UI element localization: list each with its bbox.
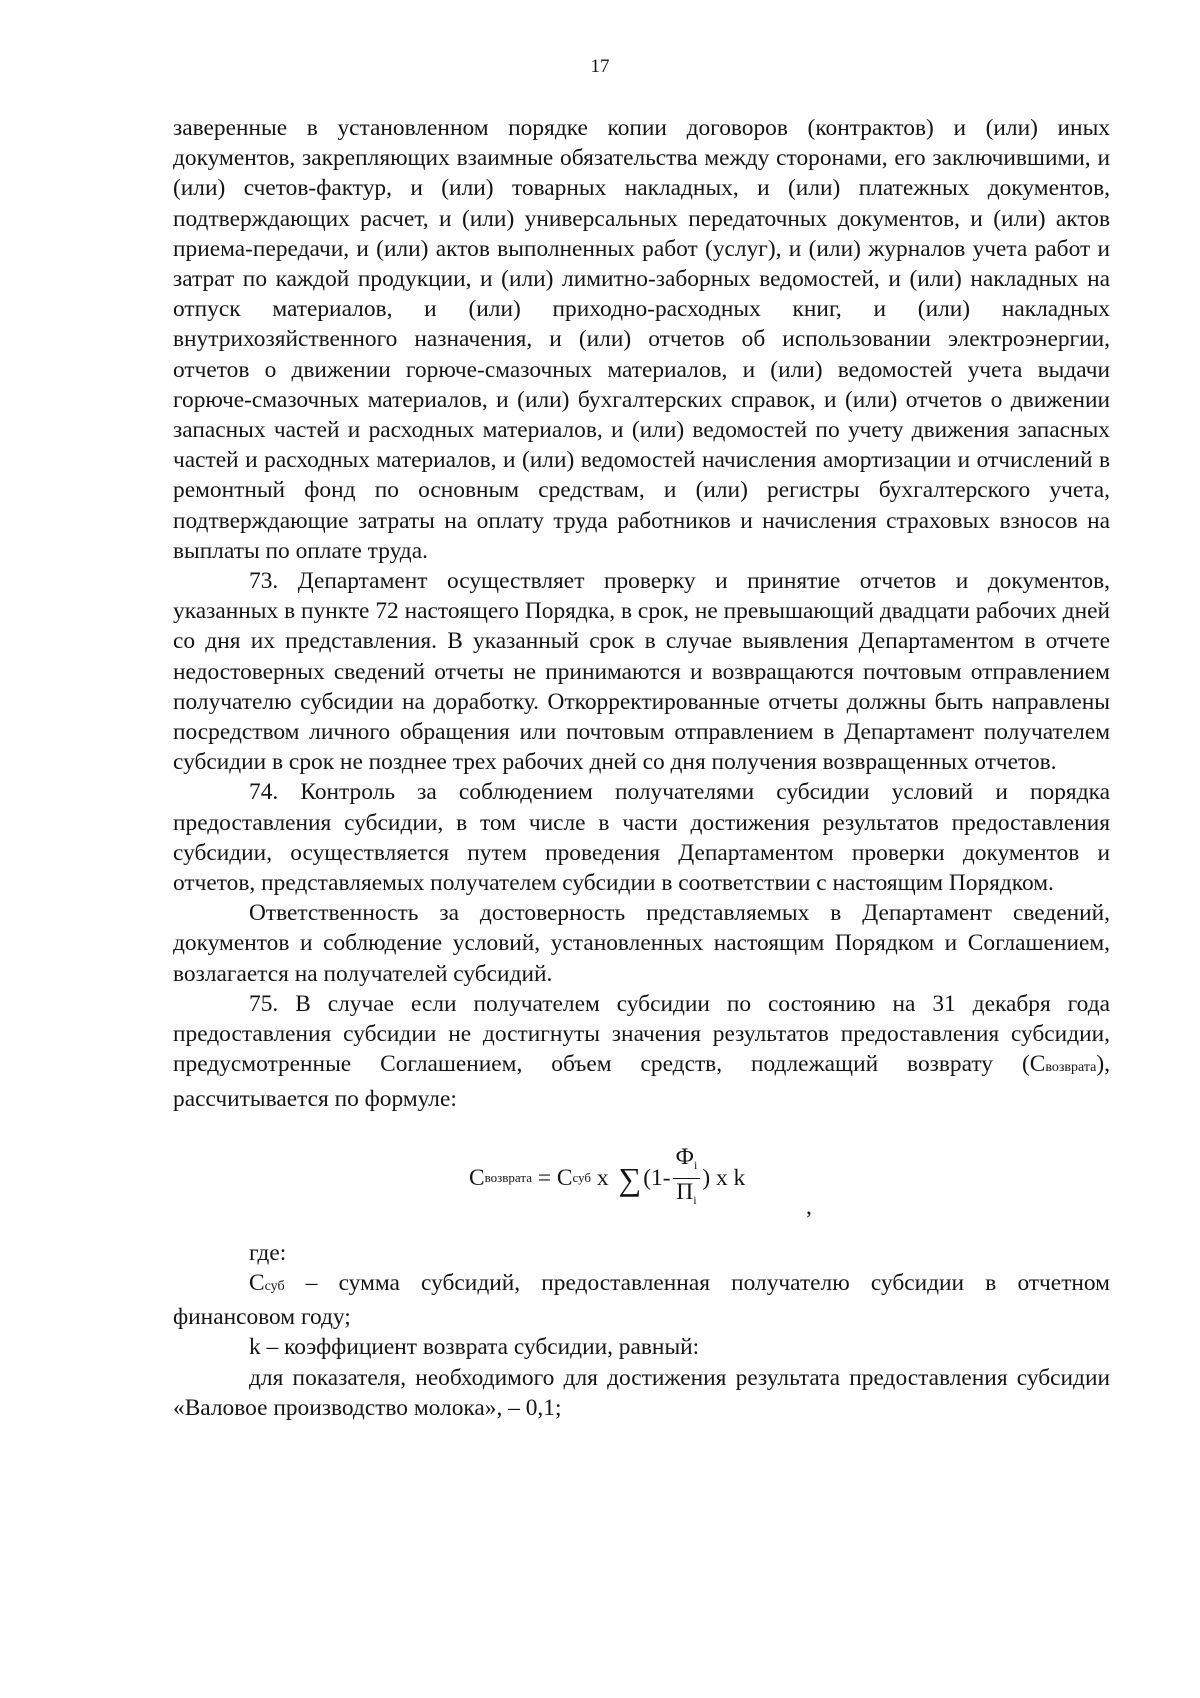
definition-c-sub	[173, 1268, 1110, 1332]
definition-k-milk: для показателя, необходимого для достижения результата предоставления субсидии «Валовое производство молока», – 0,1;	[173, 1364, 1110, 1421]
document-body	[173, 113, 1110, 1423]
formula-expression	[469, 1144, 745, 1213]
formula-rhs-subscript: суб	[572, 1170, 592, 1186]
formula-close: ) х k	[702, 1165, 746, 1192]
paragraph-75-subscript: возврата	[1045, 1060, 1097, 1076]
definition-c-sub-text: – сумма субсидий, предоставленная получателю субсидии в отчетном финансовом году;	[173, 1269, 1110, 1331]
formula-numerator-symbol: Ф	[675, 1143, 694, 1170]
formula-equals: = С	[531, 1165, 573, 1192]
paragraph-75-text: 75. В случае если получателем субсидии по состоянию на 31 декабря года предоставления субсидии не достигнуты значения результатов предоставления субсидии, предусмотренные Соглашением, объем средств, подлежащий возврату (С	[173, 990, 1110, 1078]
definition-k: k – коэффициент возврата субсидии, равный:	[249, 1334, 700, 1361]
paragraph-74: 74. Контроль за соблюдением получателями субсидии условий и порядка предоставления субсидии, в том числе в части достижения результатов предоставления субсидии, осуществляется путем проведения Департаментом проверки документов и отчетов, представляемых получателем субсидии в соответствии с настоящим Порядком.	[173, 779, 1110, 897]
paragraph-73: 73. Департамент осуществляет проверку и принятие отчетов и документов, указанных в пункте 72 настоящего Порядка, в срок, не превышающий двадцати рабочих дней со дня их представления. В указанный срок в случае выявления Департаментом в отчете недостоверных сведений отчеты не принимаются и возвращаются почтовым отправлением получателю субсидии на доработку. Откорректированные отчеты должны быть направлены посредством личного обращения или почтовым отправлением в Департамент получателем субсидии в срок не позднее трех рабочих дней со дня получения возвращенных отчетов.	[173, 568, 1110, 776]
definition-c-sub-symbol: С	[249, 1269, 265, 1296]
where-label: где:	[249, 1239, 287, 1266]
definition-c-sub-subscript: суб	[264, 1278, 285, 1294]
paragraph-responsibility: Ответственность за достоверность представляемых в Департамент сведений, документов и соблюдение условий, установленных настоящим Порядком и Соглашением, возлагается на получателей субсидий.	[173, 900, 1110, 987]
formula-numerator-index: i	[694, 1157, 698, 1172]
formula-denominator-index: i	[693, 1192, 697, 1207]
paragraph-documents-list: заверенные в установленном порядке копии договоров (контрактов) и (или) иных документов, закрепляющих взаимные обязательства между сторонами, его заключившими, и (или) счетов-фактур, и (или) товарных накладных, и (или) платежных документов, подтверждающих расчет, и (или) универсальных передаточных документов, и (или) актов приема-передачи, и (или) актов выполненных работ (услуг), и (или) журналов учета работ и затрат по каждой продукции, и (или) лимитно-заборных ведомостей, и (или) накладных на отпуск материалов, и (или) приходно-расходных книг, и (или) накладных внутрихозяйственного назначения, и (или) отчетов об использовании электроэнергии, отчетов о движении горюче-смазочных материалов, и (или) ведомостей учета выдачи горюче-смазочных материалов, и (или) бухгалтерских справок, и (или) отчетов о движении запасных частей и расходных материалов, и (или) ведомостей по учету движения запасных частей и расходных материалов, и (или) ведомостей начисления амортизации и отчислений в ремонтный фонд по основным средствам, и (или) регистры бухгалтерского учета, подтверждающие затраты на оплату труда работников и начисления страховых взносов на выплаты по оплате труда.	[173, 115, 1110, 564]
formula-fraction	[673, 1144, 701, 1213]
formula-lhs: С	[469, 1165, 485, 1192]
formula-lhs-subscript: возврата	[484, 1170, 532, 1186]
formula-sigma: ∑	[618, 1161, 642, 1198]
formula-comma: ,	[806, 1193, 812, 1220]
page-number: 17	[590, 56, 610, 77]
formula-times: х	[591, 1165, 615, 1192]
formula-denominator	[673, 1179, 699, 1213]
formula-denominator-symbol: П	[676, 1178, 694, 1205]
refund-formula	[173, 1118, 1110, 1236]
paragraph-75	[173, 989, 1110, 1114]
paragraph-75-tail: ), рассчитывается по формуле:	[173, 1051, 1110, 1112]
formula-numerator	[673, 1144, 701, 1179]
formula-open-paren: (1-	[643, 1165, 671, 1192]
